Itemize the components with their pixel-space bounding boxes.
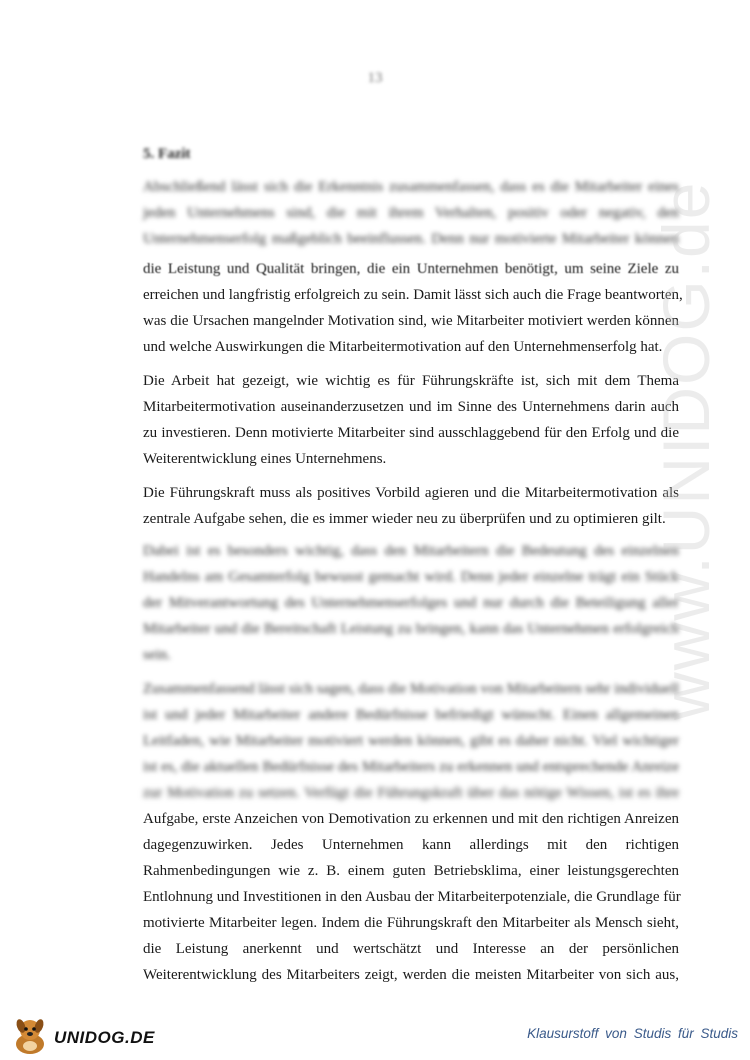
text-line: Weiterentwicklung des Mitarbeiters zeigt, werden die meisten Mitarbeiter von sich aus, [143,967,679,983]
paragraph-3 [143,480,679,532]
text-line: die Leistung anerkennt und wertschätzt und Interesse an der persönlichen [143,941,679,957]
text-line: der Mitverantwortung des Unternehmenserfolges und nur durch die Beteiligung aller [143,595,679,611]
text-line: sein. [143,647,171,663]
text-line: Abschließend lässt sich die Erkenntnis zusammenfassen, dass es die Mitarbeiter eines [143,179,679,195]
unidog-logo[interactable] [8,1016,208,1056]
watermark-text: www.UNIDOG.de [649,180,723,720]
text-line: Die Arbeit hat gezeigt, wie wichtig es für Führungskräfte ist, sich mit dem Thema [143,373,679,389]
text-line: Die Führungskraft muss als positives Vorbild agieren und die Mitarbeitermotivation als [143,485,679,501]
text-line: zentrale Aufgabe sehen, die es immer wieder neu zu überprüfen und zu optimieren gilt. [143,511,666,527]
text-line: Zusammenfassend lässt sich sagen, dass die Motivation von Mitarbeitern sehr individuell [143,681,680,697]
text-line: Mitarbeitermotivation auseinanderzusetzen und im Sinne des Unternehmens darin auch [143,399,679,415]
text-line: jeden Unternehmens sind, die mit ihrem Verhalten, positiv oder negativ, den [143,205,679,221]
text-line: Leitfaden, wie Mitarbeiter motiviert werden können, gibt es daher nicht. Viel wichtiger [143,733,679,749]
page-number: 13 [367,70,383,86]
paragraph-1 [143,256,683,360]
text-line: die Leistung und Qualität bringen, die ein Unternehmen benötigt, um seine Ziele zu [143,261,679,277]
text-line: Mitarbeiter und die Bereitschaft Leistung zu bringen, kann das Unternehmen erfolgreich [143,621,679,637]
text-line: motivierte Mitarbeiter legen. Indem die Führungskraft den Mitarbeiter als Mensch sieht, [143,915,679,931]
text-line: Unternehmenserfolg maßgeblich beeinflussen. Denn nur motivierte Mitarbeiter können [143,231,679,247]
text-line: ist es, die aktuellen Bedürfnisse des Mitarbeiters zu erkennen und entsprechende Anreize [143,759,679,775]
text-line: erreichen und langfristig erfolgreich zu sein. Damit lässt sich auch die Frage beantworten, [143,287,683,303]
text-line: zur Motivation zu setzen. Verfügt die Führungskraft über das nötige Wissen, ist es ihre [143,785,679,801]
text-line: Entlohnung und Investitionen in den Ausbau der Mitarbeiterpotenziale, die Grundlage für [143,889,681,905]
logo-text: UNIDOG.DE [54,1028,155,1047]
dog-mascot-icon [8,1016,52,1056]
paragraph-5-blurred [143,676,679,806]
text-line: Dabei ist es besonders wichtig, dass den Mitarbeitern die Bedeutung des einzelnen [143,543,679,559]
text-line: Aufgabe, erste Anzeichen von Demotivation zu erkennen und mit den richtigen Anreizen [143,811,679,827]
text-line: Weiterentwicklung eines Unternehmens. [143,451,387,467]
text-line: Handelns am Gesamterfolg bewusst gemacht wird. Denn jeder einzelne trägt ein Stück [143,569,679,585]
paragraph-intro-blurred [143,174,679,252]
text-line: was die Ursachen mangelnder Motivation sind, wie Mitarbeiter motiviert werden können [143,313,679,329]
text-line: zu investieren. Denn motivierte Mitarbeiter sind ausschlaggebend für den Erfolg und die [143,425,679,441]
paragraph-2 [143,368,679,472]
text-line: ist und jeder Mitarbeiter andere Bedürfnisse befriedigt wünscht. Einen allgemeinen [143,707,679,723]
footer-slogan: Klausurstoff von Studis für Studis [527,1026,738,1041]
text-line: und welche Auswirkungen die Mitarbeitermotivation auf den Unternehmenserfolg hat. [143,339,663,355]
text-line: dagegenzuwirken. Jedes Unternehmen kann allerdings mit den richtigen [143,837,679,853]
text-line: Rahmenbedingungen wie z. B. einem guten Betriebsklima, einer leistungsgerechten [143,863,679,879]
paragraph-6 [143,806,679,988]
section-heading: 5. Fazit [143,146,191,162]
paragraph-4-blurred [143,538,679,668]
